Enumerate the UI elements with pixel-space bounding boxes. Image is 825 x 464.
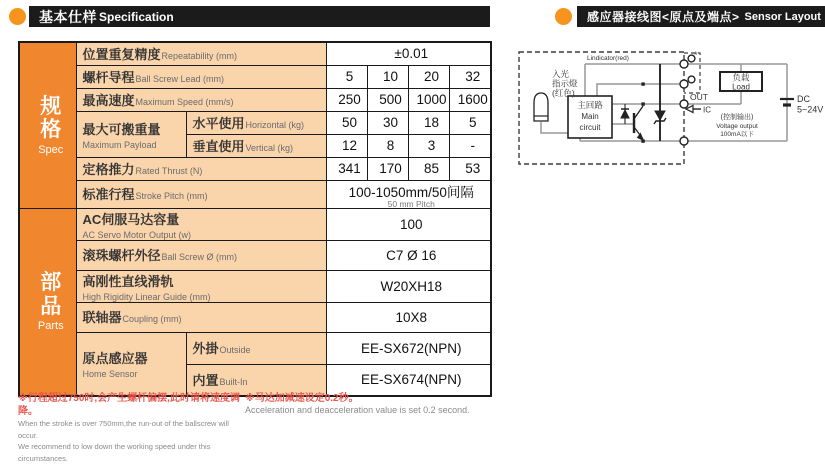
label-en: High Rigidity Linear Guide (mm) — [82, 291, 211, 302]
footnote-stroke-warning — [18, 392, 246, 464]
row-coupling — [19, 302, 491, 332]
label-max-payload — [76, 111, 186, 157]
label-zh: 联轴器 — [82, 310, 122, 325]
label-en: Ball Screw Ø (mm) — [161, 252, 238, 262]
value-lead-4: 32 — [449, 65, 491, 88]
load-zh: 负载 — [732, 72, 750, 83]
group-parts-zh: 部品 — [40, 271, 62, 318]
main-circuit-zh: 主回路 — [577, 100, 603, 110]
terminal-indicator — [680, 80, 688, 88]
footnote-gray-en: Acceleration and deacceleration value is set 0.2 second. — [245, 405, 470, 415]
label-zh: 滚珠螺杆外径 — [82, 248, 161, 263]
label-ball-screw-dia — [76, 240, 326, 270]
section-bullet-right — [555, 8, 572, 25]
value-thrust-3: 85 — [408, 157, 449, 180]
junction-nodes — [641, 82, 644, 142]
label-stroke — [76, 180, 326, 208]
label-vertical — [186, 134, 326, 157]
value-horiz-2: 30 — [367, 111, 408, 134]
label-zh: 外掛 — [192, 341, 219, 356]
row-payload-horizontal — [19, 111, 491, 134]
npn-transistor — [634, 106, 643, 140]
diode — [621, 104, 629, 124]
label-zh: 螺杆导程 — [82, 69, 135, 85]
label-en: Maximum Speed (mm/s) — [135, 96, 234, 107]
value-stroke — [326, 180, 491, 208]
label-zh: 标准行程 — [82, 187, 135, 202]
value-speed-2: 500 — [367, 88, 408, 111]
main-circuit-en1: Main — [581, 112, 599, 121]
section-header-specification — [29, 6, 490, 27]
row-ball-screw-dia — [19, 240, 491, 270]
value-thrust-4: 53 — [449, 157, 491, 180]
terminal-minus — [680, 137, 688, 145]
label-outside — [186, 332, 326, 364]
control-output-en: Voltage output — [716, 123, 758, 130]
label-servo-output — [76, 208, 326, 240]
value-vert-1: 12 — [326, 134, 367, 157]
label-zh: 位置重复精度 — [82, 46, 161, 62]
value-horiz-4: 5 — [449, 111, 491, 134]
footnote-red-zh: ※行程超过750时,会产生螺杆偏摆,此时请将速度调降。 — [18, 393, 240, 417]
stroke-sub: 50 mm Pitch — [387, 198, 435, 208]
terminal-mate-2 — [688, 76, 695, 83]
wire-indicator — [597, 84, 684, 96]
label-rated-thrust — [76, 157, 326, 180]
label-zh: 高刚性直线滑轨 — [82, 273, 174, 289]
row-rated-thrust — [19, 157, 491, 180]
row-max-speed — [19, 88, 491, 111]
row-servo-output — [19, 208, 491, 240]
label-linear-guide — [76, 270, 326, 302]
label-home-sensor — [76, 332, 186, 396]
ic-label: IC — [703, 105, 711, 115]
zener-diode — [654, 64, 666, 141]
terminal-plus — [680, 60, 688, 68]
value-lead-1: 5 — [326, 65, 367, 88]
value-lead-3: 20 — [408, 65, 449, 88]
label-zh: 最高速度 — [82, 92, 135, 108]
value-speed-3: 1000 — [408, 88, 449, 111]
label-horizontal — [186, 111, 326, 134]
label-en: Outside — [219, 345, 251, 355]
row-sensor-outside — [19, 332, 491, 364]
section-title-zh: 基本仕样 — [39, 8, 97, 25]
label-en: Horizontal (kg) — [245, 119, 305, 130]
label-zh: AC伺服马达容量 — [82, 211, 180, 227]
label-zh: 水平使用 — [192, 115, 245, 131]
value-horiz-1: 50 — [326, 111, 367, 134]
label-en: Repeatability (mm) — [161, 50, 238, 61]
label-en: Rated Thrust (N) — [135, 165, 203, 176]
indicator-zh-2: 指示燈 — [552, 78, 578, 89]
group-parts — [19, 208, 76, 396]
value-thrust-2: 170 — [367, 157, 408, 180]
group-spec — [19, 42, 76, 208]
label-en: AC Servo Motor Output (w) — [82, 229, 192, 240]
asterisk-label: * — [694, 50, 698, 60]
section-header-sensor-layout — [577, 6, 825, 27]
label-ball-screw-lead — [76, 65, 326, 88]
dc-range-label: 5~24V — [797, 104, 824, 115]
value-vert-3: 3 — [408, 134, 449, 157]
label-en: Coupling (mm) — [122, 314, 182, 324]
value-horiz-3: 18 — [408, 111, 449, 134]
indicator-zh-1: 入光 — [552, 69, 570, 79]
row-ball-screw-lead — [19, 65, 491, 88]
label-zh: 定格推力 — [82, 161, 135, 177]
label-coupling — [76, 302, 326, 332]
label-en: Vertical (kg) — [245, 142, 294, 153]
footnote-gray-en-2: We recommend to low down the working speed under this circumstances. — [18, 442, 211, 463]
indicator-small-label: Lindicator(red) — [587, 55, 629, 62]
terminal-out — [680, 100, 688, 108]
wire-lamp — [541, 122, 568, 133]
value-sensor-outside: EE-SX672(NPN) — [326, 332, 491, 364]
label-zh: 内置 — [192, 372, 219, 388]
spec-table — [18, 41, 492, 397]
footnote-acceleration — [245, 392, 495, 417]
label-max-speed — [76, 88, 326, 111]
out-label: OUT — [690, 92, 708, 102]
label-zh: 垂直使用 — [192, 138, 245, 154]
dc-label: DC — [797, 94, 810, 104]
value-coupling: 10X8 — [326, 302, 491, 332]
value-vert-2: 8 — [367, 134, 408, 157]
control-output-limit: 100mA以下 — [720, 131, 754, 138]
group-spec-en: Spec — [38, 143, 64, 156]
section-title-en: Specification — [99, 9, 174, 24]
sensor-title-en: Sensor Layout — [744, 10, 821, 23]
led-lamp-icon — [534, 93, 548, 121]
value-linear-guide: W20XH18 — [326, 270, 491, 302]
sensor-wiring-diagram — [505, 40, 825, 175]
value-lead-2: 10 — [367, 65, 408, 88]
load-en: Load — [732, 82, 750, 92]
group-parts-en: Parts — [37, 320, 64, 333]
footnote-gray-en-1: When the stroke is over 750mm,the run-out of the ballscrew will occur. — [18, 419, 229, 440]
label-zh: 最大可搬重量 — [82, 121, 161, 137]
load-box — [720, 72, 762, 92]
row-stroke — [19, 180, 491, 208]
value-speed-4: 1600 — [449, 88, 491, 111]
value-vert-4: - — [449, 134, 491, 157]
value-repeatability: ±0.01 — [326, 42, 491, 65]
label-en: Built-In — [219, 376, 248, 387]
section-bullet-left — [9, 8, 26, 25]
indicator-zh-3: (红色) — [552, 88, 575, 98]
sensor-title-zh: 感应器接线图<原点及端点> — [587, 10, 740, 24]
control-output-zh: (控制输出) — [720, 114, 754, 121]
group-spec-zh: 规格 — [40, 94, 62, 142]
value-sensor-builtin: EE-SX674(NPN) — [326, 364, 491, 396]
main-circuit-en2: circuit — [579, 123, 601, 132]
value-speed-1: 250 — [326, 88, 367, 111]
label-en: Ball Screw Lead (mm) — [135, 73, 225, 84]
label-en: Home Sensor — [82, 369, 138, 380]
value-servo-output: 100 — [326, 208, 491, 240]
label-en: Stroke Pitch (mm) — [135, 191, 208, 201]
label-zh: 原点感应器 — [82, 351, 148, 367]
main-circuit-box — [568, 96, 612, 138]
label-repeatability — [76, 42, 326, 65]
footnote-red-zh: ※马达加减速设定0.2秒。 — [245, 393, 359, 404]
row-repeatability — [19, 42, 491, 65]
value-thrust-1: 341 — [326, 157, 367, 180]
stroke-main: 100-1050mm/50间隔 — [348, 184, 474, 200]
value-ball-screw-dia: C7 Ø 16 — [326, 240, 491, 270]
row-linear-guide — [19, 270, 491, 302]
label-en: Maximum Payload — [82, 139, 157, 150]
ic-arrow-icon — [686, 106, 701, 113]
